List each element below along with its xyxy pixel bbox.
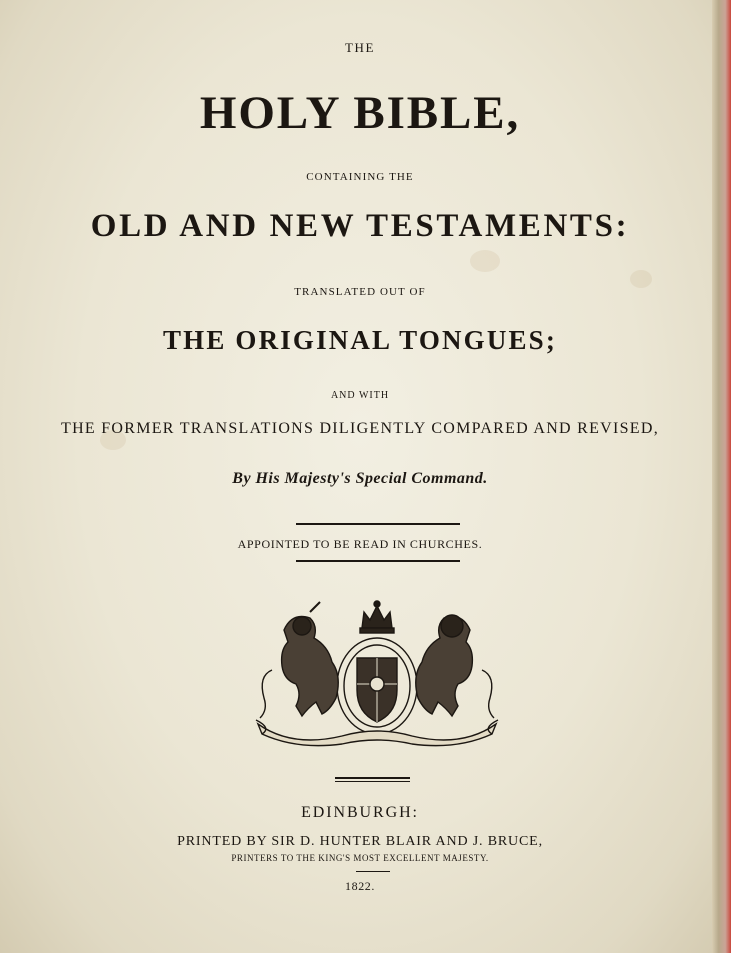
testaments-heading: OLD AND NEW TESTAMENTS:	[90, 208, 630, 244]
special-command-line: By His Majesty's Special Command.	[232, 470, 488, 487]
and-with-line: AND WITH	[330, 390, 390, 401]
imprint-year: 1822.	[345, 879, 375, 893]
appointed-line: APPOINTED TO BE READ IN CHURCHES.	[237, 537, 483, 551]
divider-rule	[335, 777, 410, 779]
containing-line: CONTAINING THE	[306, 171, 414, 183]
main-title: HOLY BIBLE,	[199, 87, 521, 139]
former-translations-line: THE FORMER TRANSLATIONS DILIGENTLY COMPARED AND REVISED,	[61, 420, 659, 437]
imprint-printers: PRINTED BY SIR D. HUNTER BLAIR AND J. BRUCE,	[177, 834, 543, 849]
page-edge	[712, 0, 731, 953]
imprint-place: EDINBURGH:	[301, 804, 419, 821]
year-rule	[356, 871, 390, 872]
bottom-rule	[296, 560, 460, 562]
royal-coat-of-arms-icon	[252, 598, 502, 750]
tongues-heading: THE ORIGINAL TONGUES;	[163, 325, 557, 355]
divider-rule-thin	[335, 781, 410, 782]
title-article: THE	[345, 40, 375, 55]
paper-stain	[470, 250, 500, 272]
translated-line: TRANSLATED OUT OF	[294, 286, 426, 298]
top-rule	[296, 523, 460, 525]
imprint-appointment: PRINTERS TO THE KING'S MOST EXCELLENT MAJESTY.	[231, 853, 489, 863]
